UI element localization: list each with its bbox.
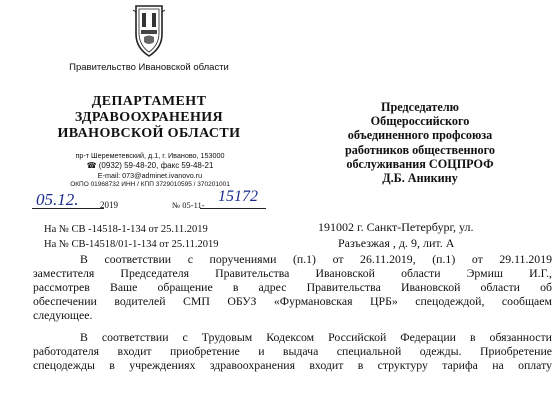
body-line: спецодежды в учреждениях здравоохранения входит в структуру тарифа на оплату	[33, 358, 552, 372]
handwritten-date: 05.12.	[36, 190, 79, 209]
sender-phone: ☎ (0932) 59-48-20, факс 59-48-21	[86, 161, 214, 170]
government-label: Правительство Ивановской области	[69, 62, 229, 73]
recipient-line: обслуживания СОЦПРОФ	[346, 157, 494, 171]
registration-year: 2019	[100, 200, 118, 210]
body-line: В соответствии с поручениями (п.1) от 26.11.2019, (п.1) от 29.11.2019	[80, 252, 552, 266]
department-name-line-2: ЗДРАВООХРАНЕНИЯ	[74, 110, 224, 125]
reference-line: На № СВ-14518/01-1-134 от 25.11.2019	[44, 239, 219, 250]
coat-of-arms-icon	[132, 4, 166, 58]
department-name-line-3: ИВАНОВСКОЙ ОБЛАСТИ	[57, 126, 241, 141]
body-line: рассмотрев Ваше обращение в адрес Правительства Ивановской области об	[33, 280, 552, 294]
body-line: заместителя Председателя Правительства Ивановской области Эрмиш И.Г.,	[33, 266, 552, 280]
sender-email: E-mail: 073@adminet.ivanovo.ru	[97, 171, 203, 180]
recipient-line: работников общественного	[345, 143, 495, 157]
body-line: следующее.	[33, 308, 93, 322]
body-line: обеспечении водителей СМП ОБУЗ «Фурмановская ЦРБ» спецодеждой, сообщаем	[33, 294, 552, 308]
recipient-address-line: Разъезжая , д. 9, лит. А	[338, 236, 455, 250]
body-line: работодателя входит приобретение и выдача специальной одежды. Приобретение	[33, 344, 552, 358]
body-line: В соответствии с Трудовым Кодексом Российской Федерации в обязанности	[80, 330, 552, 344]
recipient-line: Общероссийского	[370, 114, 470, 128]
recipient-name: Д.Б. Аникину	[382, 171, 458, 185]
registration-number-prefix: № 05-11-	[172, 200, 205, 210]
number-underline	[200, 208, 266, 209]
date-underline	[32, 208, 104, 209]
registration-line	[30, 188, 268, 214]
recipient-address-line: 191002 г. Санкт-Петербург, ул.	[318, 220, 474, 234]
department-name-line-1: ДЕПАРТАМЕНТ	[91, 94, 207, 109]
sender-okpo: ОКПО 01968732 ИНН / КПП 3729010595 / 370201001	[70, 181, 230, 188]
sender-address: пр-т Шереметевский, д.1, г. Иваново, 153000	[75, 151, 225, 160]
recipient-line: объединенного профсоюза	[347, 128, 493, 142]
reference-line: На № СВ -14518-1-134 от 25.11.2019	[44, 224, 208, 235]
recipient-line: Председателю	[381, 100, 459, 114]
handwritten-number: 15172	[218, 188, 258, 205]
